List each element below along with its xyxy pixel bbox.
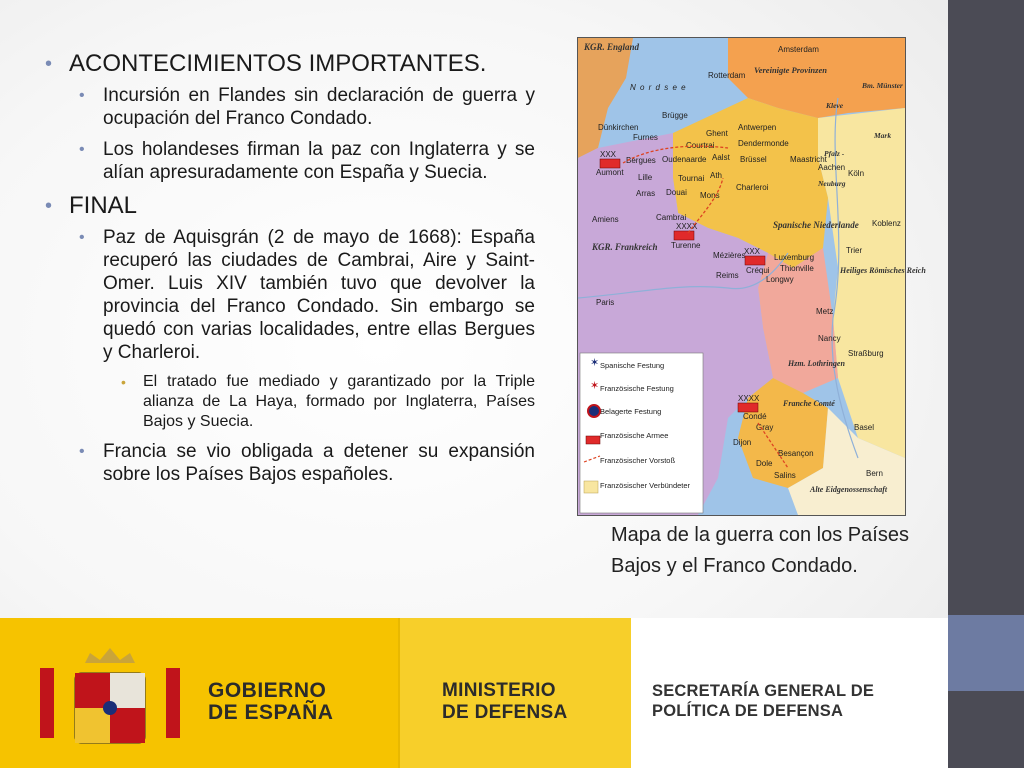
city-label-mons: Mons: [700, 191, 720, 200]
war-map-svg: [578, 38, 926, 515]
map-caption: Mapa de la guerra con los Países Bajos y el Franco Condado.: [611, 524, 909, 577]
label-england: KGR. England: [584, 42, 640, 52]
city-label-rotterdam: Rotterdam: [708, 71, 746, 80]
city-label-furnes: Furnes: [633, 133, 658, 142]
legend-spanish-fortress: Spanische Festung: [600, 361, 665, 370]
city-label-bern: Bern: [866, 469, 883, 478]
label-pfalz: Pfalz -: [824, 149, 845, 158]
city-label-cambrai: Cambrai: [656, 213, 687, 222]
right-accent-block: [948, 615, 1024, 691]
army-turenne-marker: XXXX: [676, 222, 698, 231]
bullet-final: • FINAL: [45, 192, 535, 220]
french-fortress-icon: ✶: [590, 380, 600, 392]
gobierno-line-1: GOBIERNO: [208, 679, 327, 702]
city-label-oudenaarde: Oudenaarde: [662, 155, 707, 164]
coat-of-arms-icon: [30, 638, 190, 748]
spanish-fortress-icon: ✶: [590, 357, 600, 369]
ministerio-line-1: MINISTERIO: [442, 680, 556, 701]
city-label-douai: Douai: [666, 188, 687, 197]
french-army-icon: [586, 436, 600, 444]
city-label-maastricht: Maastricht: [790, 155, 827, 164]
map-legend: [580, 353, 703, 513]
city-label-basel: Basel: [854, 423, 875, 432]
city-label-straburg: Straßburg: [848, 349, 884, 358]
city-label-metz: Metz: [816, 307, 834, 316]
gobierno-line-2: DE ESPAÑA: [208, 701, 334, 724]
city-label-luxemburg: Luxemburg: [774, 253, 815, 262]
label-provinces: Vereinigte Provinzen: [754, 65, 827, 75]
city-label-brgge: Brügge: [662, 111, 688, 120]
bullet-tratado: • El tratado fue mediado y garantizado por la Triple alianza de La Haya, formado por Inglaterra, Países Bajos y Suecia.: [119, 372, 535, 432]
city-label-trier: Trier: [846, 246, 863, 255]
city-label-lille: Lille: [638, 173, 653, 182]
secretaria-line-1: SECRETARÍA GENERAL DE: [652, 682, 875, 700]
city-label-salins: Salins: [774, 471, 796, 480]
ministerio-title: [442, 680, 567, 724]
secretaria-line-2: POLÍTICA DE DEFENSA: [652, 702, 844, 720]
city-label-dole: Dole: [756, 459, 773, 468]
footer-gobierno: [0, 618, 398, 768]
city-label-aachen: Aachen: [818, 163, 846, 172]
label-muenster: Bm. Münster: [862, 81, 903, 90]
city-label-tournai: Tournai: [678, 174, 705, 183]
legend-besieged-fortress: Belagerte Festung: [600, 407, 662, 416]
label-north-sea: N o r d s e e: [630, 83, 687, 92]
city-label-arras: Arras: [636, 189, 656, 198]
bullet-holandeses: • Los holandeses firman la paz con Inglaterra y se alían apresuradamente con España y Suecia.: [79, 138, 535, 184]
war-map: [577, 37, 926, 516]
bullet-paz-aquisgran: • Paz de Aquisgrán (2 de mayo de 1668): España recuperó las ciudades de Cambrai, Aire y Saint-Omer. Luis XIV también tuvo que devolver la provincia del Franco Condado. Sin embargo se quedó con varias localidades, entre ellas Bergues y Charleroi.: [79, 226, 535, 364]
label-kleve: Kleve: [826, 101, 844, 110]
city-label-bergues: Bergues: [626, 156, 656, 165]
city-label-amiens: Amiens: [592, 215, 619, 224]
army-crequi-label: Créqui: [746, 266, 770, 275]
label-france: KGR. Frankreich: [592, 242, 658, 252]
city-label-koblenz: Koblenz: [872, 219, 901, 228]
label-swiss: Alte Eidgenossenschaft: [810, 485, 888, 494]
label-comte: Franche Comté: [783, 399, 835, 408]
legend-french-ally: Französischer Verbündeter: [600, 481, 691, 490]
army-turenne-label: Turenne: [671, 241, 701, 250]
french-ally-icon: [584, 481, 598, 493]
bullet-acontecimientos: • ACONTECIMIENTOS IMPORTANTES.: [45, 50, 535, 78]
army-aumont-label: Aumont: [596, 168, 624, 177]
city-label-gray: Gray: [756, 423, 774, 432]
city-label-kln: Köln: [848, 169, 865, 178]
gobierno-title: [208, 680, 333, 724]
label-hre: Heiliges Römisches Reich: [840, 266, 926, 275]
city-label-charleroi: Charleroi: [736, 183, 769, 192]
city-label-mzires: Mézières: [713, 251, 746, 260]
city-label-dnkirchen: Dünkirchen: [598, 123, 639, 132]
city-label-paris: Paris: [596, 298, 615, 307]
city-label-courtrai: Courtrai: [686, 141, 715, 150]
city-label-amsterdam: Amsterdam: [778, 45, 819, 54]
army-conde-label: Condé: [743, 412, 767, 421]
legend-french-army: Französische Armee: [600, 431, 669, 440]
city-label-longwy: Longwy: [766, 275, 794, 284]
legend-french-advance: Französischer Vorstoß: [600, 456, 676, 465]
label-neuburg: Neuburg: [818, 179, 846, 188]
slide-text-block: [45, 50, 535, 494]
city-label-aalst: Aalst: [712, 153, 730, 162]
label-lothringen: Hzm. Lothringen: [788, 359, 845, 368]
label-spanish-nl: Spanische Niederlande: [773, 220, 859, 230]
secretaria-title: [652, 681, 874, 721]
footer-banner: [0, 618, 948, 768]
army-conde-marker: XXXX: [738, 394, 760, 403]
bullet-francia: • Francia se vio obligada a detener su expansión sobre los Países Bajos españoles.: [79, 440, 535, 486]
ministerio-line-2: DE DEFENSA: [442, 702, 568, 723]
label-mark: Mark: [874, 131, 892, 140]
bullet-incursion: • Incursión en Flandes sin declaración de guerra y ocupación del Franco Condado.: [79, 84, 535, 130]
city-label-reims: Reims: [716, 271, 739, 280]
footer-ministerio: [398, 618, 633, 768]
city-label-ghent: Ghent: [706, 129, 728, 138]
besieged-fortress-icon: [588, 405, 600, 417]
city-label-dijon: Dijon: [733, 438, 752, 447]
city-label-ath: Ath: [710, 171, 723, 180]
city-label-antwerpen: Antwerpen: [738, 123, 777, 132]
footer-secretaria: [631, 618, 948, 768]
city-label-brssel: Brüssel: [740, 155, 767, 164]
army-crequi-marker: XXX: [744, 247, 761, 256]
city-label-thionville: Thionville: [780, 264, 814, 273]
city-label-besanon: Besançon: [778, 449, 814, 458]
city-label-nancy: Nancy: [818, 334, 841, 343]
legend-french-fortress: Französische Festung: [600, 384, 674, 393]
city-label-dendermonde: Dendermonde: [738, 139, 789, 148]
army-aumont-marker: XXX: [600, 150, 617, 159]
